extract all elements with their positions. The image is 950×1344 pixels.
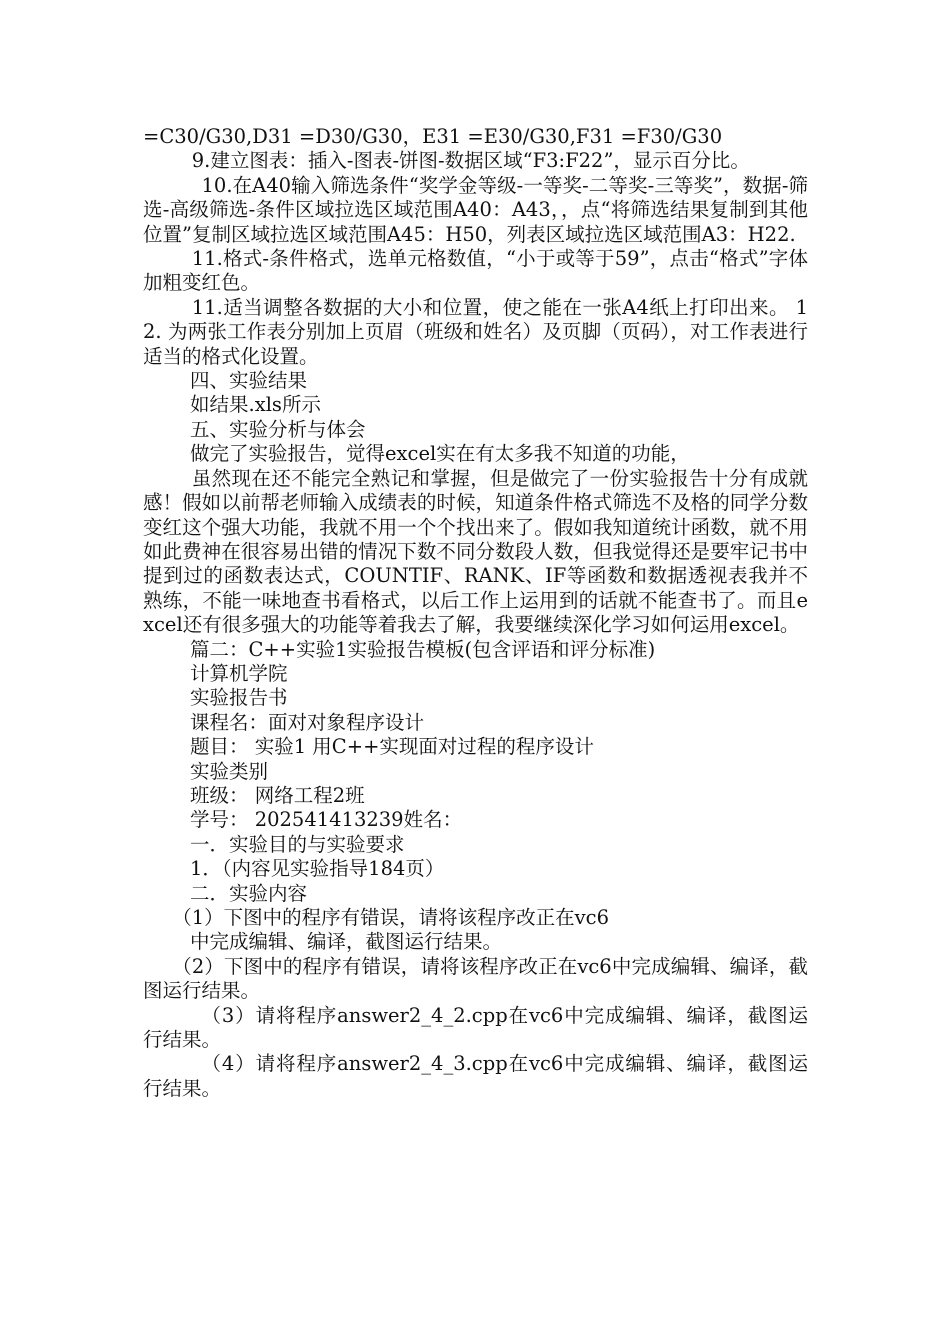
paragraph-results-file: 如结果.xls所示 bbox=[190, 393, 321, 417]
paragraph-analysis-intro: 做完了实验报告，觉得excel实在有太多我不知道的功能， bbox=[190, 442, 690, 466]
section-heading-results: 四、实验结果 bbox=[190, 369, 308, 393]
text-content-item-1-continued: 中完成编辑、编译，截图运行结果。 bbox=[190, 930, 503, 954]
paragraph-step-11-conditional-format: 11.格式-条件格式，选单元格数值，“小于或等于59”，点击“格式”字体加粗变红色。 bbox=[143, 247, 808, 295]
heading-part-two: 篇二：C++实验1实验报告模板(包含评语和评分标准) bbox=[190, 637, 656, 661]
text-school: 计算机学院 bbox=[190, 661, 288, 685]
paragraph-analysis-body: 虽然现在还不能完全熟记和掌握，但是做完了一份实验报告十分有成就感！假如以前帮老师输入成绩表的时候，知道条件格式筛选不及格的同学分数变红这个强大功能，我就不用一个个找出来了。假如我知道统计函数，就不用如此费神在很容易出错的情况下数不同分数段人数，但我觉得还是要牢记书中提到过的函数表达式，COUNTIF、RANK、IF等函数和数据透视表我并不熟练，不能一味地查书看格式，以后工作上运用到的话就不能查书了。而且excel还有很多强大的功能等着我去了解，我要继续深化学习如何运用excel。 bbox=[143, 466, 808, 637]
section-heading-content: 二．实验内容 bbox=[190, 881, 308, 905]
section-heading-analysis: 五、实验分析与体会 bbox=[190, 417, 366, 441]
document-body bbox=[143, 125, 808, 1101]
section-heading-purpose: 一．实验目的与实验要求 bbox=[190, 832, 405, 856]
text-experiment-category: 实验类别 bbox=[190, 759, 269, 783]
text-course-name: 课程名：面对对象程序设计 bbox=[190, 710, 425, 734]
text-content-item-3: （3）请将程序answer2_4_2.cpp在vc6中完成编辑、编译，截图运行结果。 bbox=[143, 1003, 808, 1052]
paragraph-step-9: 9.建立图表：插入-图表-饼图-数据区域“F3:F22”，显示百分比。 bbox=[191, 149, 750, 173]
text-content-item-4: （4）请将程序answer2_4_3.cpp在vc6中完成编辑、编译，截图运行结果。 bbox=[143, 1052, 808, 1100]
paragraph-step-10: 10.在A40输入筛选条件“奖学金等级-一等奖-二等奖-三等奖”，数据-筛选-高级筛选-条件区域拉选区域范围A40：A43，，点“将筛选结果复制到其他位置”复制区域拉选区域范围A45：H50，列表区域拉选区域范围A3：H22. bbox=[143, 173, 808, 246]
text-topic: 题目： 实验1 用C++实现面对过程的程序设计 bbox=[190, 735, 594, 759]
text-content-item-2: （2）下图中的程序有错误，请将该程序改正在vc6中完成编辑、编译，截图运行结果。 bbox=[143, 954, 808, 1003]
text-student-id-name: 学号： 202541413239姓名： bbox=[190, 808, 463, 832]
paragraph-formula-line: =C30/G30,D31 =D30/G30，E31 =E30/G30,F31 =F30/G30 bbox=[143, 125, 723, 148]
text-purpose-item-1: 1．（内容见实验指导184页） bbox=[190, 857, 445, 881]
paragraph-step-11-12-layout: 11.适当调整各数据的大小和位置，使之能在一张A4纸上打印出来。 12. 为两张工作表分别加上页眉（班级和姓名）及页脚（页码），对工作表进行适当的格式化设置。 bbox=[143, 295, 808, 368]
text-class: 班级： 网络工程2班 bbox=[190, 783, 365, 807]
text-content-item-1: （1）下图中的程序有错误，请将该程序改正在vc6 bbox=[172, 906, 610, 929]
text-report-title: 实验报告书 bbox=[190, 686, 288, 710]
